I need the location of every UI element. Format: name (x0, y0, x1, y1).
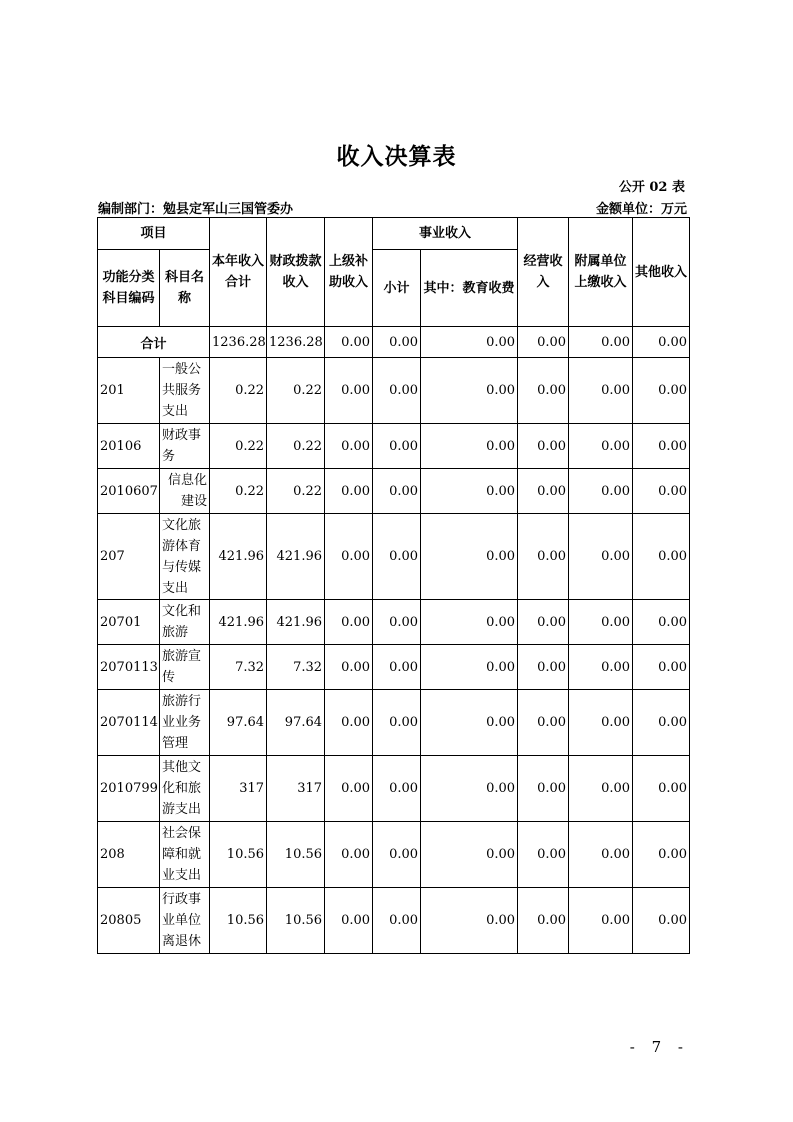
header-fiscal-allocation: 财政拨款收入 (267, 218, 325, 327)
row-code: 2070114 (98, 690, 160, 756)
row-value: 10.56 (267, 822, 325, 888)
row-value: 0.00 (569, 358, 633, 424)
row-value: 0.00 (518, 600, 569, 645)
row-value: 7.32 (210, 645, 267, 690)
row-value: 0.00 (325, 469, 373, 514)
row-value: 0.22 (267, 424, 325, 469)
header-other-income: 其他收入 (633, 218, 690, 327)
row-value: 0.00 (373, 822, 421, 888)
row-value: 0.00 (373, 600, 421, 645)
total-value: 0.00 (518, 327, 569, 358)
row-code: 201 (98, 358, 160, 424)
header-subsidy-income: 上级补助收入 (325, 218, 373, 327)
row-value: 0.00 (373, 888, 421, 954)
table-row (98, 690, 690, 756)
row-value: 0.00 (421, 690, 518, 756)
total-value: 1236.28 (210, 327, 267, 358)
row-value: 0.00 (421, 822, 518, 888)
row-value: 0.00 (633, 756, 690, 822)
row-value: 421.96 (210, 514, 267, 600)
header-total-income: 本年收入合计 (210, 218, 267, 327)
table-row (98, 424, 690, 469)
department-label: 编制部门：勉县定军山三国管委办 (98, 202, 294, 217)
row-value: 0.00 (325, 424, 373, 469)
row-name: 其他文化和旅游支出 (160, 756, 210, 822)
row-value: 0.00 (373, 514, 421, 600)
row-value: 97.64 (267, 690, 325, 756)
row-value: 421.96 (210, 600, 267, 645)
row-value: 0.00 (518, 358, 569, 424)
total-value: 0.00 (421, 327, 518, 358)
row-value: 0.00 (569, 690, 633, 756)
row-value: 421.96 (267, 514, 325, 600)
row-code: 2010607 (98, 469, 160, 514)
table-row (98, 469, 690, 514)
total-value: 0.00 (373, 327, 421, 358)
total-value: 1236.28 (267, 327, 325, 358)
row-value: 317 (210, 756, 267, 822)
row-value: 0.00 (421, 600, 518, 645)
row-name: 财政事务 (160, 424, 210, 469)
total-row (98, 327, 690, 358)
table-row (98, 514, 690, 600)
header-operating-income: 经营收入 (518, 218, 569, 327)
row-value: 0.00 (421, 645, 518, 690)
row-value: 0.00 (569, 514, 633, 600)
unit-label: 金额单位：万元 (595, 202, 687, 217)
header-subtotal: 小计 (373, 250, 421, 327)
row-value: 0.00 (421, 358, 518, 424)
header-education-fee: 其中：教育收费 (421, 250, 518, 327)
row-value: 0.00 (373, 424, 421, 469)
header-item: 项目 (98, 218, 210, 250)
header-business-income: 事业收入 (373, 218, 518, 250)
page-title: 收入决算表 (336, 143, 457, 170)
row-value: 0.00 (633, 690, 690, 756)
row-value: 0.00 (325, 645, 373, 690)
row-value: 0.22 (267, 358, 325, 424)
row-value: 0.00 (325, 514, 373, 600)
row-value: 0.00 (421, 888, 518, 954)
row-value: 0.00 (569, 469, 633, 514)
row-value: 0.00 (518, 888, 569, 954)
row-value: 317 (267, 756, 325, 822)
row-value: 10.56 (210, 888, 267, 954)
row-value: 0.00 (421, 514, 518, 600)
row-value: 0.00 (569, 424, 633, 469)
row-value: 0.00 (518, 822, 569, 888)
row-value: 0.00 (569, 756, 633, 822)
table-row (98, 888, 690, 954)
row-value: 0.22 (267, 469, 325, 514)
row-value: 0.00 (325, 822, 373, 888)
total-label: 合计 (98, 327, 210, 358)
row-name: 旅游行业业务管理 (160, 690, 210, 756)
row-value: 0.00 (421, 469, 518, 514)
row-name: 社会保障和就业支出 (160, 822, 210, 888)
header-subject-name: 科目名称 (160, 250, 210, 327)
row-code: 20106 (98, 424, 160, 469)
row-value: 0.00 (373, 690, 421, 756)
total-value: 0.00 (569, 327, 633, 358)
row-name: 旅游宣传 (160, 645, 210, 690)
row-value: 0.22 (210, 469, 267, 514)
total-value: 0.00 (325, 327, 373, 358)
row-value: 0.00 (325, 690, 373, 756)
row-value: 0.00 (518, 756, 569, 822)
row-value: 0.00 (518, 424, 569, 469)
row-value: 0.00 (633, 424, 690, 469)
table-row (98, 358, 690, 424)
row-value: 0.00 (325, 888, 373, 954)
row-value: 0.00 (518, 514, 569, 600)
row-value: 0.00 (633, 358, 690, 424)
row-value: 0.00 (518, 645, 569, 690)
row-value: 10.56 (267, 888, 325, 954)
row-name: 信息化建设 (160, 469, 210, 514)
row-value: 10.56 (210, 822, 267, 888)
table-row (98, 756, 690, 822)
row-value: 0.00 (633, 888, 690, 954)
form-number: 公开 02 表 (618, 180, 685, 195)
income-table (97, 217, 690, 954)
row-value: 0.00 (325, 756, 373, 822)
row-code: 2070113 (98, 645, 160, 690)
row-value: 0.00 (569, 822, 633, 888)
row-name: 文化和旅游 (160, 600, 210, 645)
row-name: 一般公共服务支出 (160, 358, 210, 424)
page-number: - 7 - (629, 1038, 689, 1056)
row-value: 0.00 (421, 756, 518, 822)
row-value: 0.22 (210, 358, 267, 424)
row-code: 20805 (98, 888, 160, 954)
row-name: 文化旅游体育与传媒支出 (160, 514, 210, 600)
row-code: 207 (98, 514, 160, 600)
row-value: 7.32 (267, 645, 325, 690)
row-value: 0.00 (633, 822, 690, 888)
row-value: 0.00 (569, 888, 633, 954)
row-value: 0.00 (373, 645, 421, 690)
row-value: 0.00 (518, 469, 569, 514)
row-code: 20701 (98, 600, 160, 645)
row-value: 0.00 (325, 600, 373, 645)
row-value: 0.00 (569, 645, 633, 690)
row-value: 421.96 (267, 600, 325, 645)
row-value: 0.00 (373, 756, 421, 822)
table-row (98, 645, 690, 690)
row-value: 0.00 (633, 645, 690, 690)
row-value: 0.00 (569, 600, 633, 645)
row-value: 0.00 (373, 469, 421, 514)
row-value: 97.64 (210, 690, 267, 756)
header-func-code: 功能分类科目编码 (98, 250, 160, 327)
row-code: 208 (98, 822, 160, 888)
row-value: 0.00 (325, 358, 373, 424)
header-affiliated-income: 附属单位上缴收入 (569, 218, 633, 327)
row-value: 0.00 (518, 690, 569, 756)
row-value: 0.00 (633, 514, 690, 600)
total-value: 0.00 (633, 327, 690, 358)
table-row (98, 822, 690, 888)
row-value: 0.00 (633, 469, 690, 514)
row-value: 0.00 (633, 600, 690, 645)
row-value: 0.22 (210, 424, 267, 469)
row-value: 0.00 (373, 358, 421, 424)
row-code: 2010799 (98, 756, 160, 822)
table-row (98, 600, 690, 645)
row-name: 行政事业单位离退休 (160, 888, 210, 954)
row-value: 0.00 (421, 424, 518, 469)
